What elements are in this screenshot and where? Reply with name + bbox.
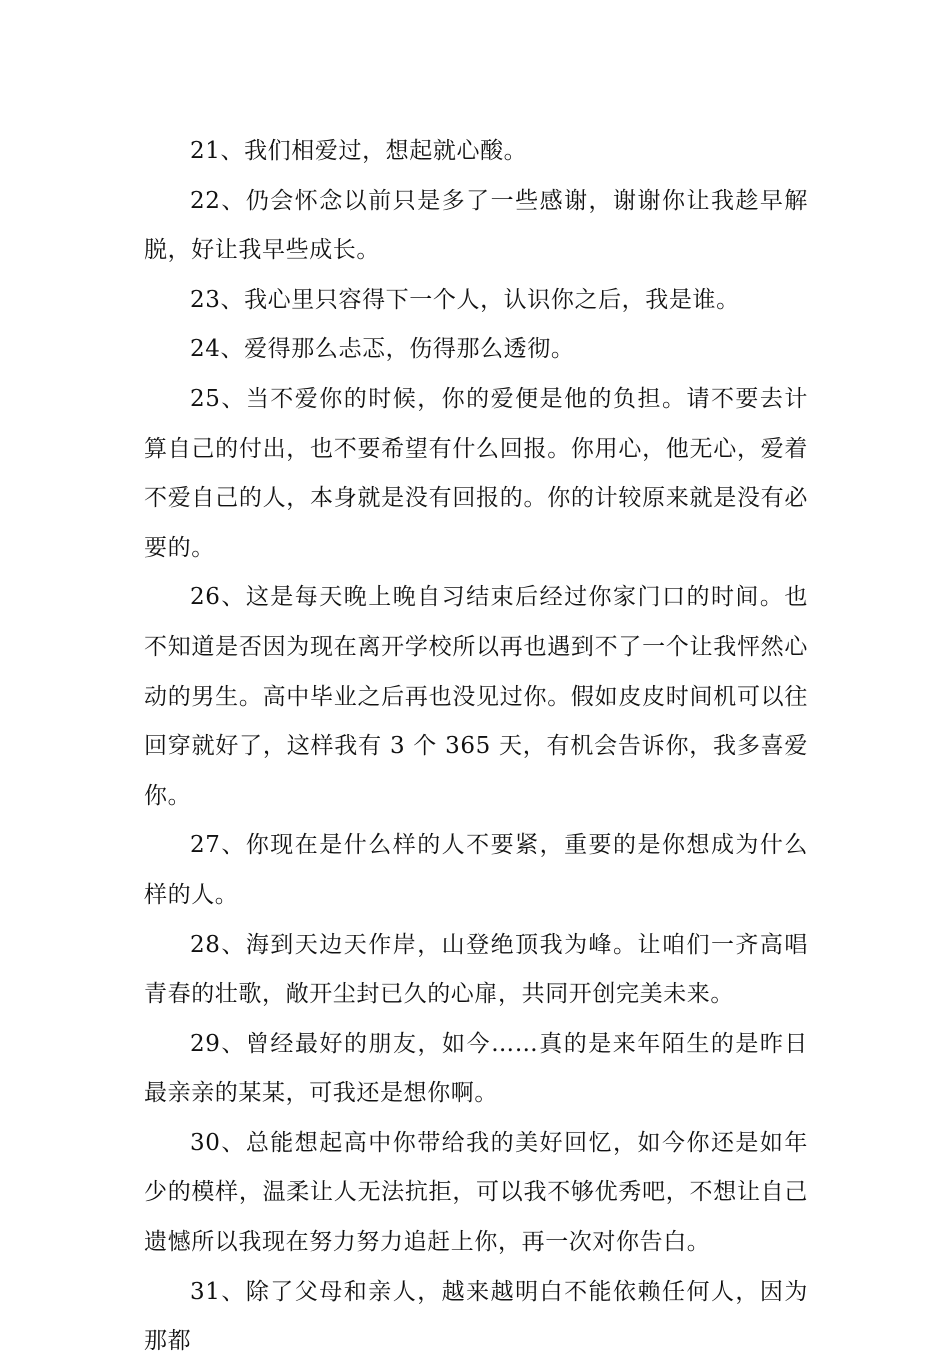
paragraph-23: 23、我心里只容得下一个人，认识你之后，我是谁。: [190, 286, 740, 313]
paragraph-31: 31、除了父母和亲人，越来越明白不能依赖任何人，因为那都: [144, 1278, 808, 1355]
paragraph-25: 25、当不爱你的时候，你的爱便是他的负担。请不要去计算自己的付出，也不要希望有什么回报。你用心，他无心，爱着不爱自己的人，本身就是没有回报的。你的计较原来就是没有必要的。: [144, 385, 808, 561]
paragraph-27: 27、你现在是什么样的人不要紧，重要的是你想成为什么样的人。: [144, 832, 808, 908]
paragraph-26: 26、这是每天晚上晚自习结束后经过你家门口的时间。也不知道是否因为现在离开学校所以再也遇到不了一个让我怦然心动的男生。高中毕业之后再也没见过你。假如皮皮时间机可以往回穿就好了，这样我有 3 个 365 天，有机会告诉你，我多喜爱你。: [144, 584, 808, 809]
paragraph-30: 30、总能想起高中你带给我的美好回忆，如今你还是如年少的模样，温柔让人无法抗拒，可以我不够优秀吧，不想让自己遗憾所以我现在努力努力追赶上你，再一次对你告白。: [144, 1129, 808, 1256]
paragraph-21: 21、我们相爱过，想起就心酸。: [190, 138, 528, 164]
document-body: [144, 127, 808, 1367]
paragraph-28: 28、海到天边天作岸，山登绝顶我为峰。让咱们一齐高唱青春的壮歌，敞开尘封已久的心扉，共同开创完美未来。: [144, 931, 808, 1008]
paragraph-24: 24、爱得那么忐忑，伤得那么透彻。: [190, 336, 575, 363]
paragraph-22: 22、仍会怀念以前只是多了一些感谢，谢谢你让我趁早解脱，好让我早些成长。: [144, 187, 808, 264]
paragraph-29: 29、曾经最好的朋友，如今……真的是来年陌生的是昨日最亲亲的某某，可我还是想你啊。: [144, 1030, 808, 1107]
